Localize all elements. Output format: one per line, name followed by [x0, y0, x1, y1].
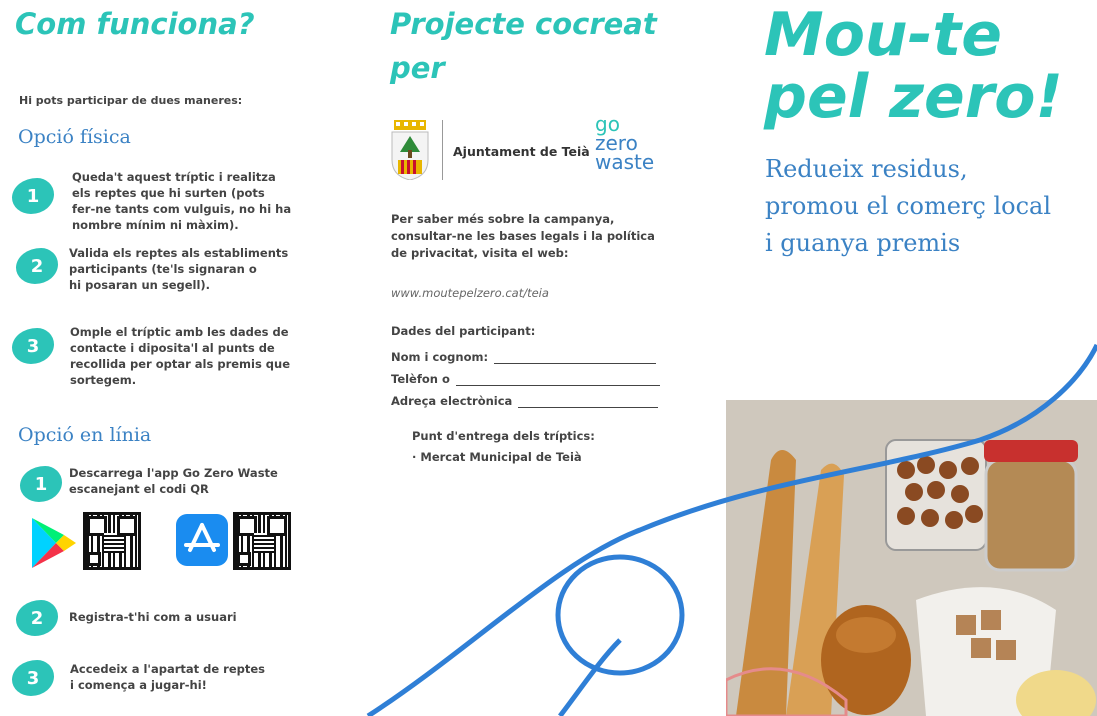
physical-step-1-number: 1 — [12, 178, 54, 214]
delivery-title: Punt d'entrega dels tríptics: — [412, 429, 595, 443]
online-step-2-number: 2 — [16, 600, 58, 636]
gzw-line-3: waste — [595, 150, 655, 174]
name-field-label: Nom i cognom: — [391, 350, 489, 364]
how-it-works-title: Com funciona? — [15, 7, 255, 41]
physical-option-title: Opció física — [18, 126, 131, 148]
phone-field-label: Telèfon o — [391, 372, 450, 386]
participant-data-title: Dades del participant: — [391, 324, 536, 338]
physical-step-3-text: Omple el tríptic amb les dades de contacte i dipositа'l al punts de recollida per optar als premis que sortegem. — [70, 325, 291, 387]
online-step-2-text: Registra-t'hi com a usuari — [69, 610, 237, 624]
physical-step-1-text: Queda't aquest tríptic i realitza els reptes que hi surten (pots fer-ne tants com vulguis, no hi ha nombre mínim ni màxim). — [72, 170, 292, 232]
online-step-1-text: Descarrega l'app Go Zero Waste escanejant el codi QR — [69, 466, 278, 496]
gzw-line-1: go — [595, 112, 620, 136]
online-step-3-text: Accedeix a l'apartat de reptes i comença a jugar-hi! — [70, 662, 266, 692]
physical-step-2-number: 2 — [16, 248, 58, 284]
campaign-title: Mou-te pel zero! — [764, 0, 1063, 132]
campaign-subtitle: Redueix residus, promou el comerç local i guanya premis — [765, 155, 1052, 257]
delivery-place: · Mercat Municipal de Teià — [412, 450, 582, 464]
cocreated-by-title: Projecte cocreat per — [390, 7, 657, 85]
participation-intro: Hi pots participar de dues maneres: — [19, 94, 243, 107]
online-step-1-number: 1 — [20, 466, 62, 502]
campaign-url[interactable]: www.moutepelzero.cat/teia — [391, 286, 549, 300]
physical-step-2-text: Valida els reptes als establiments participants (te'ls signaran o hi posaran un segell). — [69, 246, 289, 292]
email-field-label: Adreça electrònica — [391, 394, 513, 408]
gzw-line-2: zero — [595, 131, 638, 155]
online-step-3-number: 3 — [12, 660, 54, 696]
ajuntament-name: Ajuntament de Teià — [453, 144, 590, 159]
online-option-title: Opció en línia — [18, 424, 152, 446]
physical-step-3-number: 3 — [12, 328, 54, 364]
campaign-info: Per saber més sobre la campanya, consultar-ne les bases legals i la política de privacitat, visita el web: — [391, 212, 655, 260]
